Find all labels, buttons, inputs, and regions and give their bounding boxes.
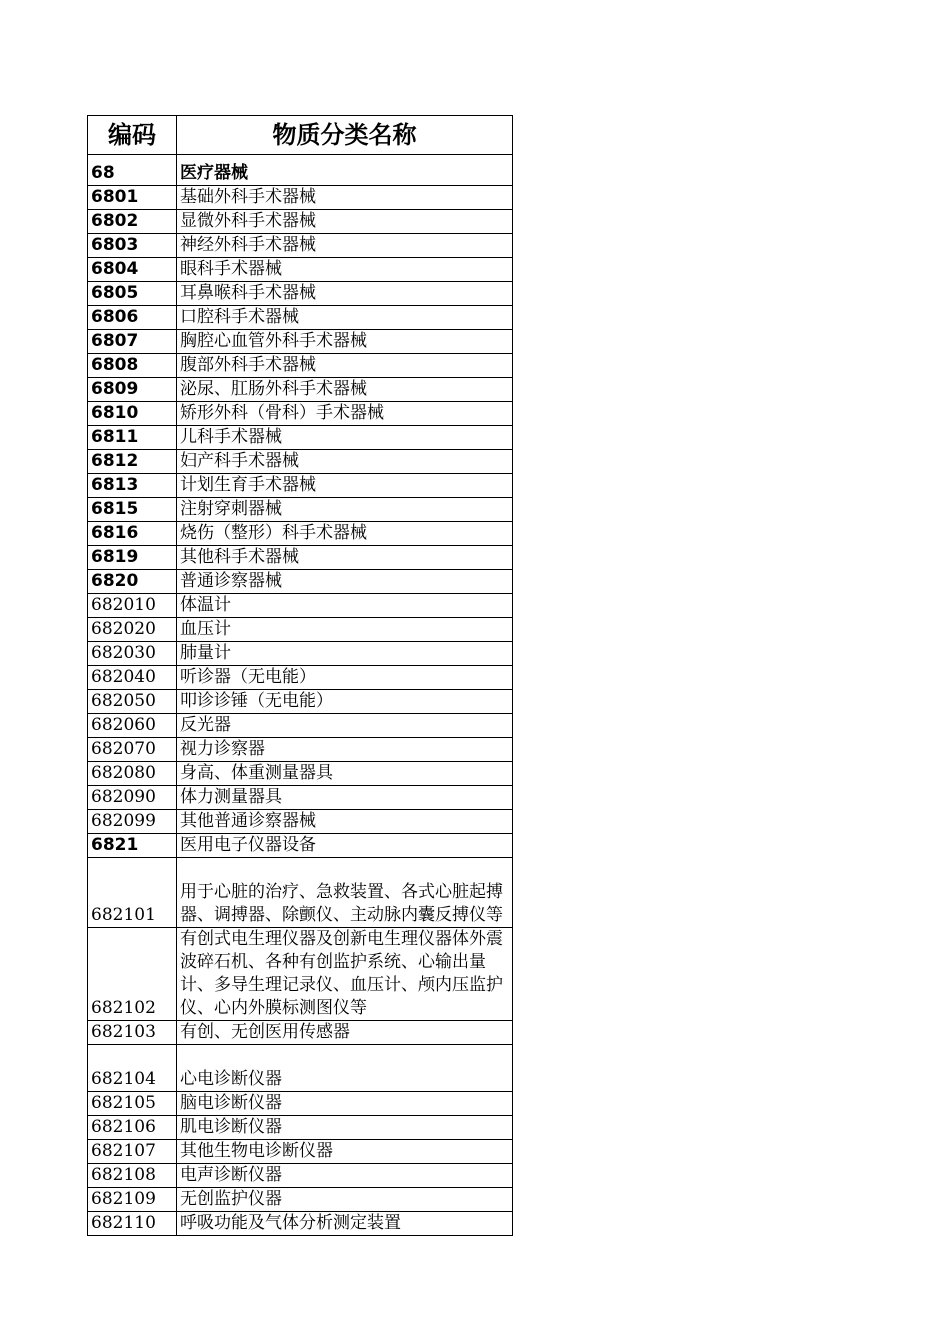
cell-code[interactable]: 6812 <box>88 450 177 474</box>
table-row <box>88 858 513 928</box>
table-row <box>88 834 513 858</box>
cell-name[interactable]: 血压计 <box>177 618 513 642</box>
cell-code[interactable]: 6803 <box>88 234 177 258</box>
cell-name[interactable]: 眼科手术器械 <box>177 258 513 282</box>
cell-name[interactable]: 耳鼻喉科手术器械 <box>177 282 513 306</box>
cell-name[interactable]: 烧伤（整形）科手术器械 <box>177 522 513 546</box>
cell-name[interactable]: 心电诊断仪器 <box>177 1045 513 1092</box>
cell-code[interactable]: 6808 <box>88 354 177 378</box>
cell-code[interactable]: 6809 <box>88 378 177 402</box>
cell-code[interactable]: 6813 <box>88 474 177 498</box>
cell-name[interactable]: 注射穿刺器械 <box>177 498 513 522</box>
header-name[interactable]: 物质分类名称 <box>177 116 513 155</box>
cell-name[interactable]: 肌电诊断仪器 <box>177 1116 513 1140</box>
cell-name[interactable]: 其他生物电诊断仪器 <box>177 1140 513 1164</box>
table-body <box>88 155 513 1236</box>
table-row <box>88 474 513 498</box>
cell-code[interactable]: 6815 <box>88 498 177 522</box>
table-row <box>88 522 513 546</box>
cell-name[interactable]: 儿科手术器械 <box>177 426 513 450</box>
cell-code[interactable]: 682099 <box>88 810 177 834</box>
cell-name[interactable]: 肺量计 <box>177 642 513 666</box>
table-row <box>88 618 513 642</box>
table-row <box>88 210 513 234</box>
cell-name[interactable]: 口腔科手术器械 <box>177 306 513 330</box>
cell-name[interactable]: 用于心脏的治疗、急救装置、各式心脏起搏器、调搏器、除颤仪、主动脉内囊反搏仪等 <box>177 858 513 928</box>
cell-code[interactable]: 682104 <box>88 1045 177 1092</box>
cell-name[interactable]: 其他科手术器械 <box>177 546 513 570</box>
cell-name[interactable]: 呼吸功能及气体分析测定装置 <box>177 1212 513 1236</box>
table-row <box>88 714 513 738</box>
cell-code[interactable]: 6807 <box>88 330 177 354</box>
cell-name[interactable]: 计划生育手术器械 <box>177 474 513 498</box>
table-row <box>88 738 513 762</box>
table-row <box>88 570 513 594</box>
cell-name[interactable]: 医疗器械 <box>177 155 513 186</box>
cell-name[interactable]: 听诊器（无电能） <box>177 666 513 690</box>
table-row <box>88 1188 513 1212</box>
cell-name[interactable]: 矫形外科（骨科）手术器械 <box>177 402 513 426</box>
table-row <box>88 666 513 690</box>
table-row <box>88 186 513 210</box>
cell-code[interactable]: 682106 <box>88 1116 177 1140</box>
table-row <box>88 810 513 834</box>
table-row <box>88 426 513 450</box>
cell-name[interactable]: 基础外科手术器械 <box>177 186 513 210</box>
cell-code[interactable]: 6821 <box>88 834 177 858</box>
table-row <box>88 402 513 426</box>
table-row <box>88 1116 513 1140</box>
cell-name[interactable]: 电声诊断仪器 <box>177 1164 513 1188</box>
cell-name[interactable]: 体温计 <box>177 594 513 618</box>
cell-code[interactable]: 6820 <box>88 570 177 594</box>
cell-name[interactable]: 妇产科手术器械 <box>177 450 513 474</box>
cell-name[interactable]: 神经外科手术器械 <box>177 234 513 258</box>
cell-code[interactable]: 682105 <box>88 1092 177 1116</box>
table-row <box>88 1021 513 1045</box>
cell-name[interactable]: 显微外科手术器械 <box>177 210 513 234</box>
table-row <box>88 1212 513 1236</box>
cell-code[interactable]: 682040 <box>88 666 177 690</box>
cell-code[interactable]: 682110 <box>88 1212 177 1236</box>
table-row <box>88 450 513 474</box>
table-row <box>88 546 513 570</box>
cell-code[interactable]: 682103 <box>88 1021 177 1045</box>
cell-name[interactable]: 叩诊诊锤（无电能） <box>177 690 513 714</box>
cell-code[interactable]: 682107 <box>88 1140 177 1164</box>
table-row <box>88 354 513 378</box>
cell-name[interactable]: 反光器 <box>177 714 513 738</box>
cell-name[interactable]: 有创式电生理仪器及创新电生理仪器体外震波碎石机、各种有创监护系统、心输出量计、多导生理记录仪、血压计、颅内压监护仪、心内外膜标测图仪等 <box>177 928 513 1021</box>
cell-code[interactable]: 6811 <box>88 426 177 450</box>
cell-code[interactable]: 682108 <box>88 1164 177 1188</box>
cell-code[interactable]: 682020 <box>88 618 177 642</box>
cell-code[interactable]: 6819 <box>88 546 177 570</box>
table-row <box>88 378 513 402</box>
cell-code[interactable]: 682102 <box>88 928 177 1021</box>
cell-code[interactable]: 682101 <box>88 858 177 928</box>
table-row <box>88 642 513 666</box>
header-code[interactable]: 编码 <box>88 116 177 155</box>
cell-code[interactable]: 6806 <box>88 306 177 330</box>
table-row <box>88 234 513 258</box>
cell-name[interactable]: 泌尿、肛肠外科手术器械 <box>177 378 513 402</box>
header-row <box>88 116 513 155</box>
cell-name[interactable]: 有创、无创医用传感器 <box>177 1021 513 1045</box>
cell-name[interactable]: 体力测量器具 <box>177 786 513 810</box>
table-row <box>88 928 513 1021</box>
cell-name[interactable]: 医用电子仪器设备 <box>177 834 513 858</box>
cell-name[interactable]: 脑电诊断仪器 <box>177 1092 513 1116</box>
table-row <box>88 690 513 714</box>
cell-name[interactable]: 普通诊察器械 <box>177 570 513 594</box>
table-row <box>88 330 513 354</box>
table-row <box>88 1140 513 1164</box>
cell-code[interactable]: 682060 <box>88 714 177 738</box>
cell-name[interactable]: 其他普通诊察器械 <box>177 810 513 834</box>
table-row <box>88 498 513 522</box>
cell-code[interactable]: 682010 <box>88 594 177 618</box>
cell-code[interactable]: 682030 <box>88 642 177 666</box>
cell-name[interactable]: 无创监护仪器 <box>177 1188 513 1212</box>
classification-table <box>87 115 513 1236</box>
cell-code[interactable]: 6816 <box>88 522 177 546</box>
table-row <box>88 1045 513 1092</box>
cell-code[interactable]: 6801 <box>88 186 177 210</box>
table-row <box>88 282 513 306</box>
table-row <box>88 1164 513 1188</box>
table-row <box>88 762 513 786</box>
table-row <box>88 594 513 618</box>
table-row <box>88 306 513 330</box>
cell-code[interactable]: 6810 <box>88 402 177 426</box>
cell-code[interactable]: 682080 <box>88 762 177 786</box>
cell-code[interactable]: 682050 <box>88 690 177 714</box>
cell-code[interactable]: 682090 <box>88 786 177 810</box>
table-row <box>88 786 513 810</box>
cell-code[interactable]: 6805 <box>88 282 177 306</box>
table-row <box>88 155 513 186</box>
cell-name[interactable]: 身高、体重测量器具 <box>177 762 513 786</box>
cell-code[interactable]: 682070 <box>88 738 177 762</box>
cell-name[interactable]: 视力诊察器 <box>177 738 513 762</box>
table-row <box>88 1092 513 1116</box>
cell-code[interactable]: 682109 <box>88 1188 177 1212</box>
cell-name[interactable]: 胸腔心血管外科手术器械 <box>177 330 513 354</box>
cell-name[interactable]: 腹部外科手术器械 <box>177 354 513 378</box>
cell-code[interactable]: 68 <box>88 155 177 186</box>
table-row <box>88 258 513 282</box>
cell-code[interactable]: 6804 <box>88 258 177 282</box>
cell-code[interactable]: 6802 <box>88 210 177 234</box>
